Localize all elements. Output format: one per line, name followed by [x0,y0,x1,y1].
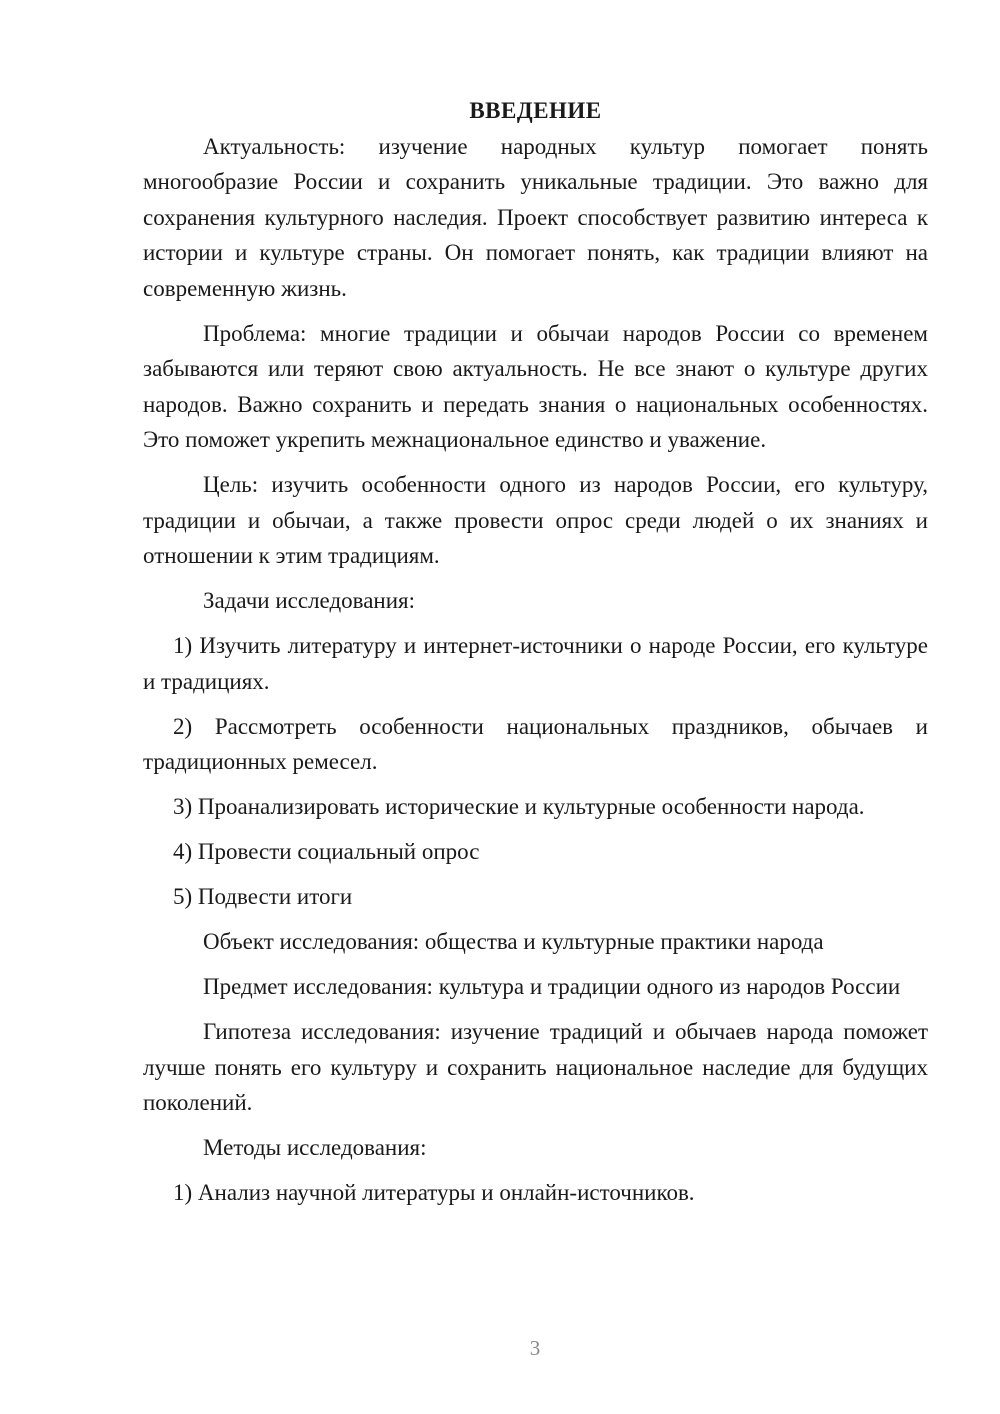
page-content [143,93,928,1220]
paragraph-relevance: Актуальность: изучение народных культур помогает понять многообразие России и сохранить уникальные традиции. Это важно для сохранения культурного наследия. Проект способствует развитию интереса к истории и культуре страны. Он помогает понять, как традиции влияют на современную жизнь. [143,133,928,301]
paragraph-goal: Цель: изучить особенности одного из народов России, его культуру, традиции и обычаи, а также провести опрос среди людей о их знаниях и отношении к этим традициям. [143,472,928,568]
paragraph-subject: Предмет исследования: культура и традиции одного из народов России [203,974,901,999]
paragraph-problem: Проблема: многие традиции и обычаи народов России со временем забываются или теряют свою актуальность. Не все знают о культуре других народов. Важно сохранить и передать знания о национальных особенностях. Это поможет укрепить межнациональное единство и уважение. [143,320,928,452]
tasks-title: Задачи исследования: [203,588,416,613]
task-item-2: 2) Рассмотреть особенности национальных праздников, обычаев и традиционных ремесел. [143,713,928,774]
task-item-1: 1) Изучить литературу и интернет-источники о народе России, его культуре и традициях. [143,633,928,694]
methods-title: Методы исследования: [203,1135,427,1160]
paragraph-hypothesis: Гипотеза исследования: изучение традиций и обычаев народа поможет лучше понять его культуру и сохранить национальное наследие для будущих поколений. [143,1019,928,1115]
method-item-1: 1) Анализ научной литературы и онлайн-источников. [173,1180,695,1205]
paragraph-object: Объект исследования: общества и культурные практики народа [203,929,824,954]
task-item-4: 4) Провести социальный опрос [173,839,480,864]
task-item-3: 3) Проанализировать исторические и культурные особенности народа. [173,794,865,819]
page-number: 3 [529,1336,541,1360]
section-heading: ВВЕДЕНИЕ [469,98,602,123]
task-item-5: 5) Подвести итоги [173,884,353,909]
